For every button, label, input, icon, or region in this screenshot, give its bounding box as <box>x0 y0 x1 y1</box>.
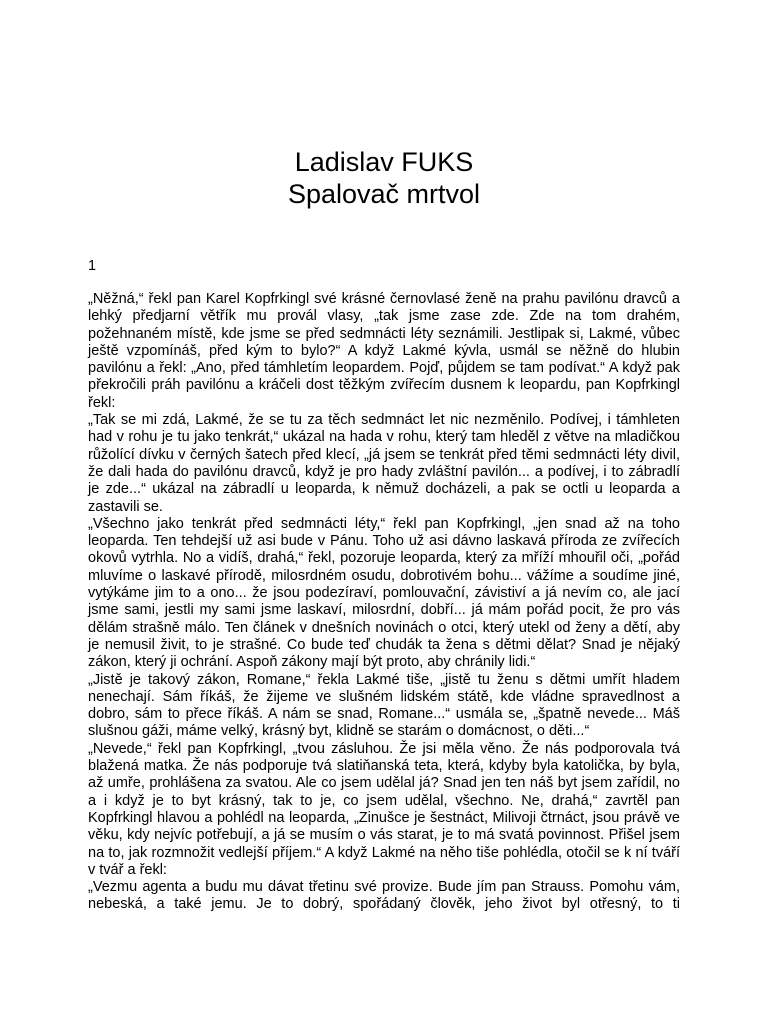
chapter-number: 1 <box>88 258 97 274</box>
author-name: Ladislav FUKS <box>294 147 474 177</box>
book-title: Spalovač mrtvol <box>287 179 481 209</box>
paragraph-3: „Všechno jako tenkrát před sedmnácti léty,“ řekl pan Kopfrkingl, „jen snad až na toho leoparda. Ten tehdejší už asi bude v Pánu. Toho už asi dávno laskavá příroda ze zvířecích okovů vytrhla. No a vidíš, drahá,“ řekl, pozoruje leoparda, který za mříží mhouřil oči, „pořád mluvíme o laskavé přírodě, milosrdném osudu, dobrotivém bohu... vážíme a soudíme jiné, vytýkáme jim to a ono... že jsou podezíraví, pomlouvační, závistiví a já nevím co, ale jací jsme sami, jestli my sami jsme laskaví, milosrdní, dobří... já mám pořád pocit, že pro vás dělám strašně málo. Ten článek v dnešních novinách o otci, který utekl od ženy a dětí, aby je nemusil živit, to je strašné. Co bude teď chudák ta žena s dětmi dělat? Snad je nějaký zákon, který ji ochrání. Aspoň zákony mají být proto, aby chránily lidi.“ <box>88 515 680 671</box>
paragraph-1: „Něžná,“ řekl pan Karel Kopfrkingl své krásné černovlasé ženě na prahu pavilónu dravců a lehký předjarní větřík mu provál vlasy, „tak jsme zase zde. Zde na tom drahém, požehnaném místě, kde jsme se před sedmnácti léty seznámili. Jestlipak si, Lakmé, vůbec ještě vzpomínáš, před kým to bylo?“ A když Lakmé kývla, usmál se něžně do hlubin pavilónu a řekl: „Ano, před támhletím leopardem. Pojď, půjdem se tam podívat.“ A když pak překročili práh pavilónu a kráčeli dost těžkým zvířecím dusnem k leopardu, pan Kopfrkingl řekl: <box>88 291 680 411</box>
paragraph-2: „Tak se mi zdá, Lakmé, že se tu za těch sedmnáct let nic nezměnilo. Podívej, i támhleten had v rohu je tu jako tenkrát,“ ukázal na hada v rohu, který tam hleděl z větve na mladičkou růžolící dívku v černých šatech před klecí, „já jsem se tenkrát před těmi sedmnácti léty divil, že dali hada do pavilónu dravců, když je pro hady zvláštní pavilón... a podívej, i to zábradlí je zde...“ ukázal na zábradlí u leoparda, k němuž docházeli, a pak se octli u leoparda a zastavili se. <box>88 412 680 515</box>
paragraph-4: „Jistě je takový zákon, Romane,“ řekla Lakmé tiše, „jistě tu ženu s dětmi umřít hladem nenechají. Sám říkáš, že žijeme ve slušném lidském státě, kde vládne spravedlnost a dobro, sám to přece říkáš. A nám se snad, Romane...“ usmála se, „špatně nevede... Máš slušnou gáži, máme velký, krásný byt, klidně se starám o domácnost, o děti...“ <box>88 671 680 740</box>
body-text <box>88 291 680 914</box>
paragraph-6: „Vezmu agenta a budu mu dávat třetinu své provize. Bude jím pan Strauss. Pomohu vám, nebeská, a také jemu. Je to dobrý, spořádaný člověk, jeho život byl otřesný, to ti <box>88 879 680 913</box>
paragraph-5: „Nevede,“ řekl pan Kopfrkingl, „tvou zásluhou. Že jsi měla věno. Že nás podporovala tvá blažená matka. Že nás podporuje tvá slatiňanská teta, která, kdyby byla katolička, by byla, až umře, prohlášena za svatou. Ale co jsem udělal já? Snad jen ten náš byt jsem zařídil, no a i když je to byt krásný, tak to je, co jsem udělal, všechno. Ne, drahá,“ zavrtěl pan Kopfrkingl hlavou a pohlédl na leoparda, „Zinušce je šestnáct, Milivoji čtrnáct, jsou právě ve věku, kdy nejvíc potřebují, a já se musím o vás starat, je to má svatá povinnost. Přišel jsem na to, jak rozmnožit vedlejší příjem.“ A když Lakmé na něho tiše pohlédla, otočil se k ní tváří v tvář a řekl: <box>88 740 680 878</box>
title-block <box>0 146 768 210</box>
